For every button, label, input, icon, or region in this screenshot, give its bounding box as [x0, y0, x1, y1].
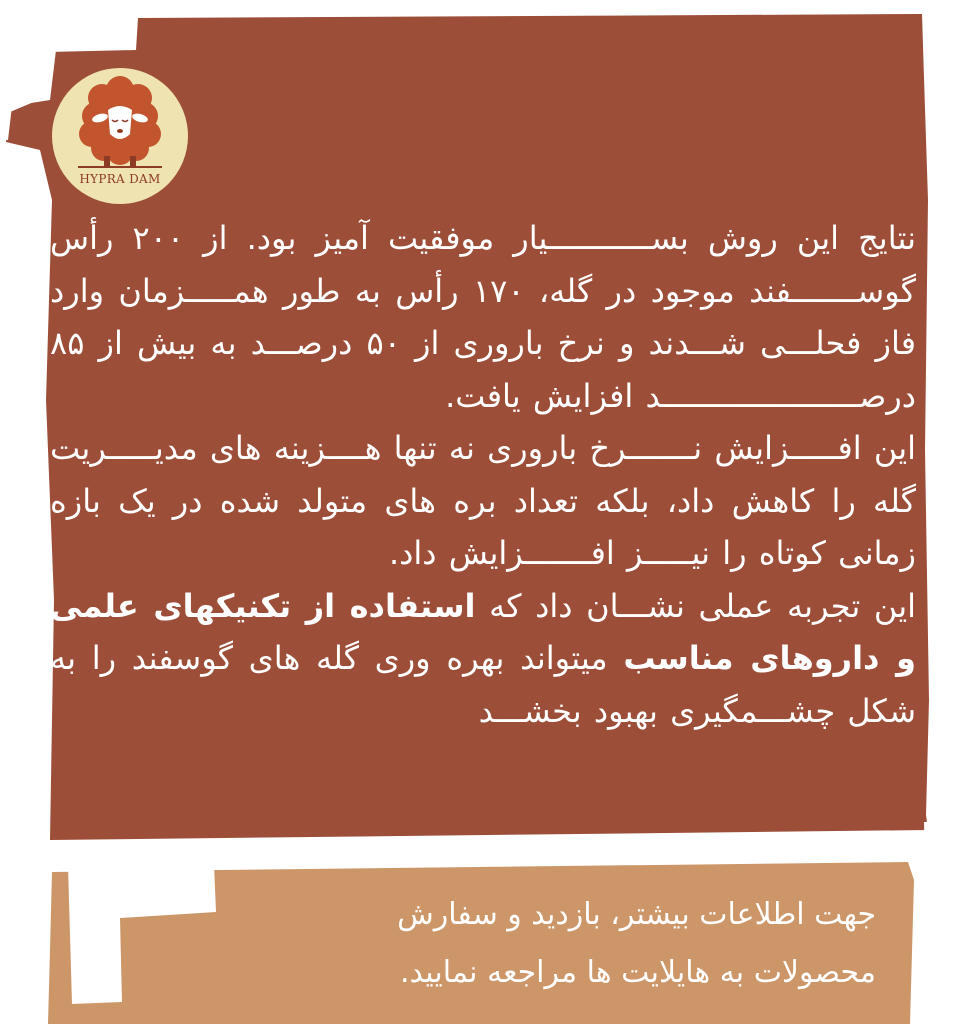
brand-name: HYPRA DAM	[79, 172, 161, 186]
paragraph-3-bold: استفاده از تکنیکهای علمی و داروهای مناسب	[50, 586, 917, 677]
paragraph-3	[50, 580, 916, 738]
paragraph-3-end: میتواند بهره وری گله های گوسفند را به شکل چشـــمگیری بهبود بخشـــد	[50, 639, 916, 730]
article-body	[50, 212, 916, 737]
brand-logo	[52, 68, 188, 204]
torn-paper-right	[924, 820, 968, 1024]
paragraph-3-start: این تجربه عملی نشـــان داد که	[475, 586, 917, 625]
paragraph-1: نتایج این روش بســـــــــــیار موفقیت آمیز بود. از ۲۰۰ رأس گوســـــــفند موجود در گله، ۱۷۰ رأس به طور همـــــزمان وارد فاز فحلـــی شـــدند و نرخ باروری از ۵۰ درصـــد به بیش از ۸۵ درصـــــــــــــــــــــد افزایش یافت.	[50, 219, 917, 415]
footer-line-1: جهت اطلاعات بیشتر، بازدید و سفارش	[397, 897, 876, 932]
footer-note	[130, 886, 876, 1002]
footer-line-2: محصولات به هایلایت ها مراجعه نمایید.	[400, 955, 876, 990]
paragraph-2: این افـــــزایش نـــــــرخ باروری نه تنها هــــزینه های مدیـــــریت گله را کاهش داد، بلکه تعداد بره های متولد شده در یک بازه زمانی کوتاه را نیـــــز افـــــــزایش داد.	[50, 429, 916, 572]
